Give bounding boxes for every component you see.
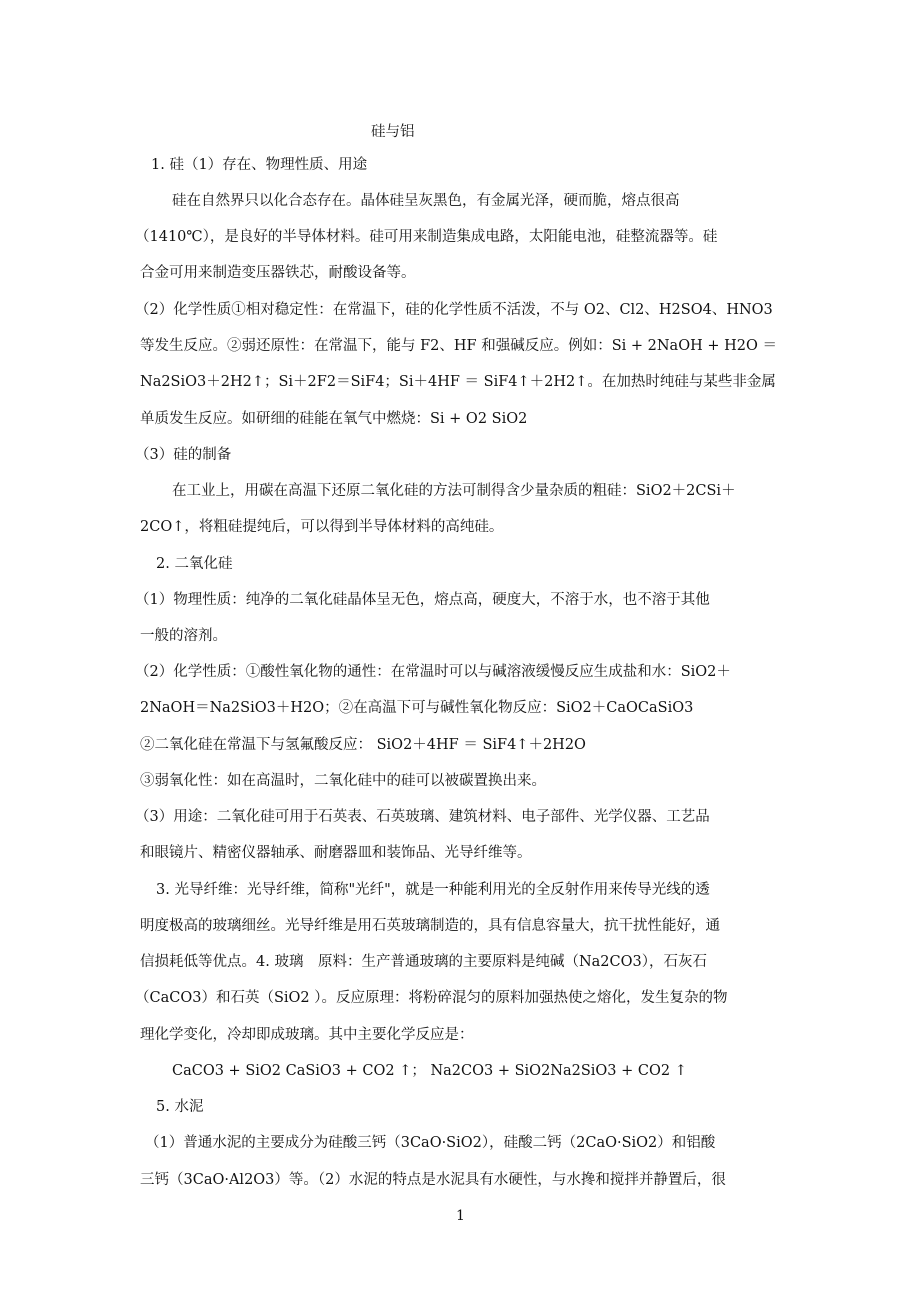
text-line: Na2SiO3＋2H2↑；Si＋2F2＝SiF4；Si＋4HF ＝ SiF4↑＋2H2↑。在加热时纯硅与某些非金属: [140, 374, 776, 390]
text-line: （2）化学性质①相对稳定性：在常温下，硅的化学性质不活泼，不与 O2、Cl2、H2SO4、HNO3: [135, 302, 773, 318]
text-line: 2. 二氧化硅: [156, 556, 233, 572]
text-line: 5. 水泥: [156, 1099, 204, 1115]
document-title: 硅与铝: [371, 124, 415, 140]
text-line: 3. 光导纤维：光导纤维，简称"光纤"，就是一种能利用光的全反射作用来传导光线的透: [156, 882, 710, 898]
text-line: （3）硅的制备: [135, 447, 232, 463]
text-line: 单质发生反应。如研细的硅能在氧气中燃烧：Si + O2 SiO2: [140, 411, 528, 427]
text-line: （1410℃），是良好的半导体材料。硅可用来制造集成电路，太阳能电池，硅整流器等。硅: [135, 229, 718, 245]
text-line: （2）化学性质：①酸性氧化物的通性：在常温时可以与碱溶液缓慢反应生成盐和水：SiO2＋: [135, 664, 731, 680]
text-line: 一般的溶剂。: [140, 628, 227, 644]
text-line: 在工业上，用碳在高温下还原二氧化硅的方法可制得含少量杂质的粗硅：SiO2＋2CSi＋: [172, 483, 736, 499]
text-line: 信损耗低等优点。4. 玻璃 原料：生产普通玻璃的主要原料是纯碱（Na2CO3），石灰石: [140, 954, 707, 970]
page-number: 1: [456, 1208, 465, 1224]
text-line: ③弱氧化性：如在高温时，二氧化硅中的硅可以被碳置换出来。: [140, 773, 546, 789]
text-line: 等发生反应。②弱还原性：在常温下，能与 F2、HF 和强碱反应。例如：Si + 2NaOH + H2O ＝: [140, 338, 777, 354]
text-line: （CaCO3）和石英（SiO2 ）。反应原理：将粉碎混匀的原料加强热使之熔化，发生复杂的物: [135, 990, 728, 1006]
text-line: 1. 硅（1）存在、物理性质、用途: [151, 157, 368, 173]
text-line: 明度极高的玻璃细丝。光导纤维是用石英玻璃制造的，具有信息容量大，抗干扰性能好，通: [140, 918, 720, 934]
text-line: （3）用途：二氧化硅可用于石英表、石英玻璃、建筑材料、电子部件、光学仪器、工艺品: [135, 809, 710, 825]
text-line: 理化学变化，冷却即成玻璃。其中主要化学反应是：: [140, 1027, 474, 1043]
text-line: （1）普通水泥的主要成分为硅酸三钙（3CaO·SiO2），硅酸二钙（2CaO·SiO2）和铝酸: [145, 1135, 716, 1151]
text-line: CaCO3 + SiO2 CaSiO3 + CO2 ↑； Na2CO3 + SiO2Na2SiO3 + CO2 ↑: [172, 1063, 687, 1079]
text-line: ②二氧化硅在常温下与氢氟酸反应： SiO2＋4HF ＝ SiF4↑＋2H2O: [140, 737, 586, 753]
text-line: （1）物理性质：纯净的二氧化硅晶体呈无色，熔点高，硬度大，不溶于水，也不溶于其他: [135, 592, 710, 608]
text-line: 合金可用来制造变压器铁芯，耐酸设备等。: [140, 265, 416, 281]
text-line: 硅在自然界只以化合态存在。晶体硅呈灰黑色，有金属光泽，硬而脆，熔点很高: [172, 193, 680, 209]
text-line: 三钙（3CaO·Al2O3）等。（2）水泥的特点是水泥具有水硬性，与水搀和搅拌并静置后，很: [140, 1172, 726, 1188]
text-line: 和眼镜片、精密仪器轴承、耐磨器皿和装饰品、光导纤维等。: [140, 845, 532, 861]
text-line: 2NaOH＝Na2SiO3＋H2O；②在高温下可与碱性氧化物反应：SiO2＋CaOCaSiO3: [140, 700, 694, 716]
text-line: 2CO↑，将粗硅提纯后，可以得到半导体材料的高纯硅。: [140, 519, 504, 535]
